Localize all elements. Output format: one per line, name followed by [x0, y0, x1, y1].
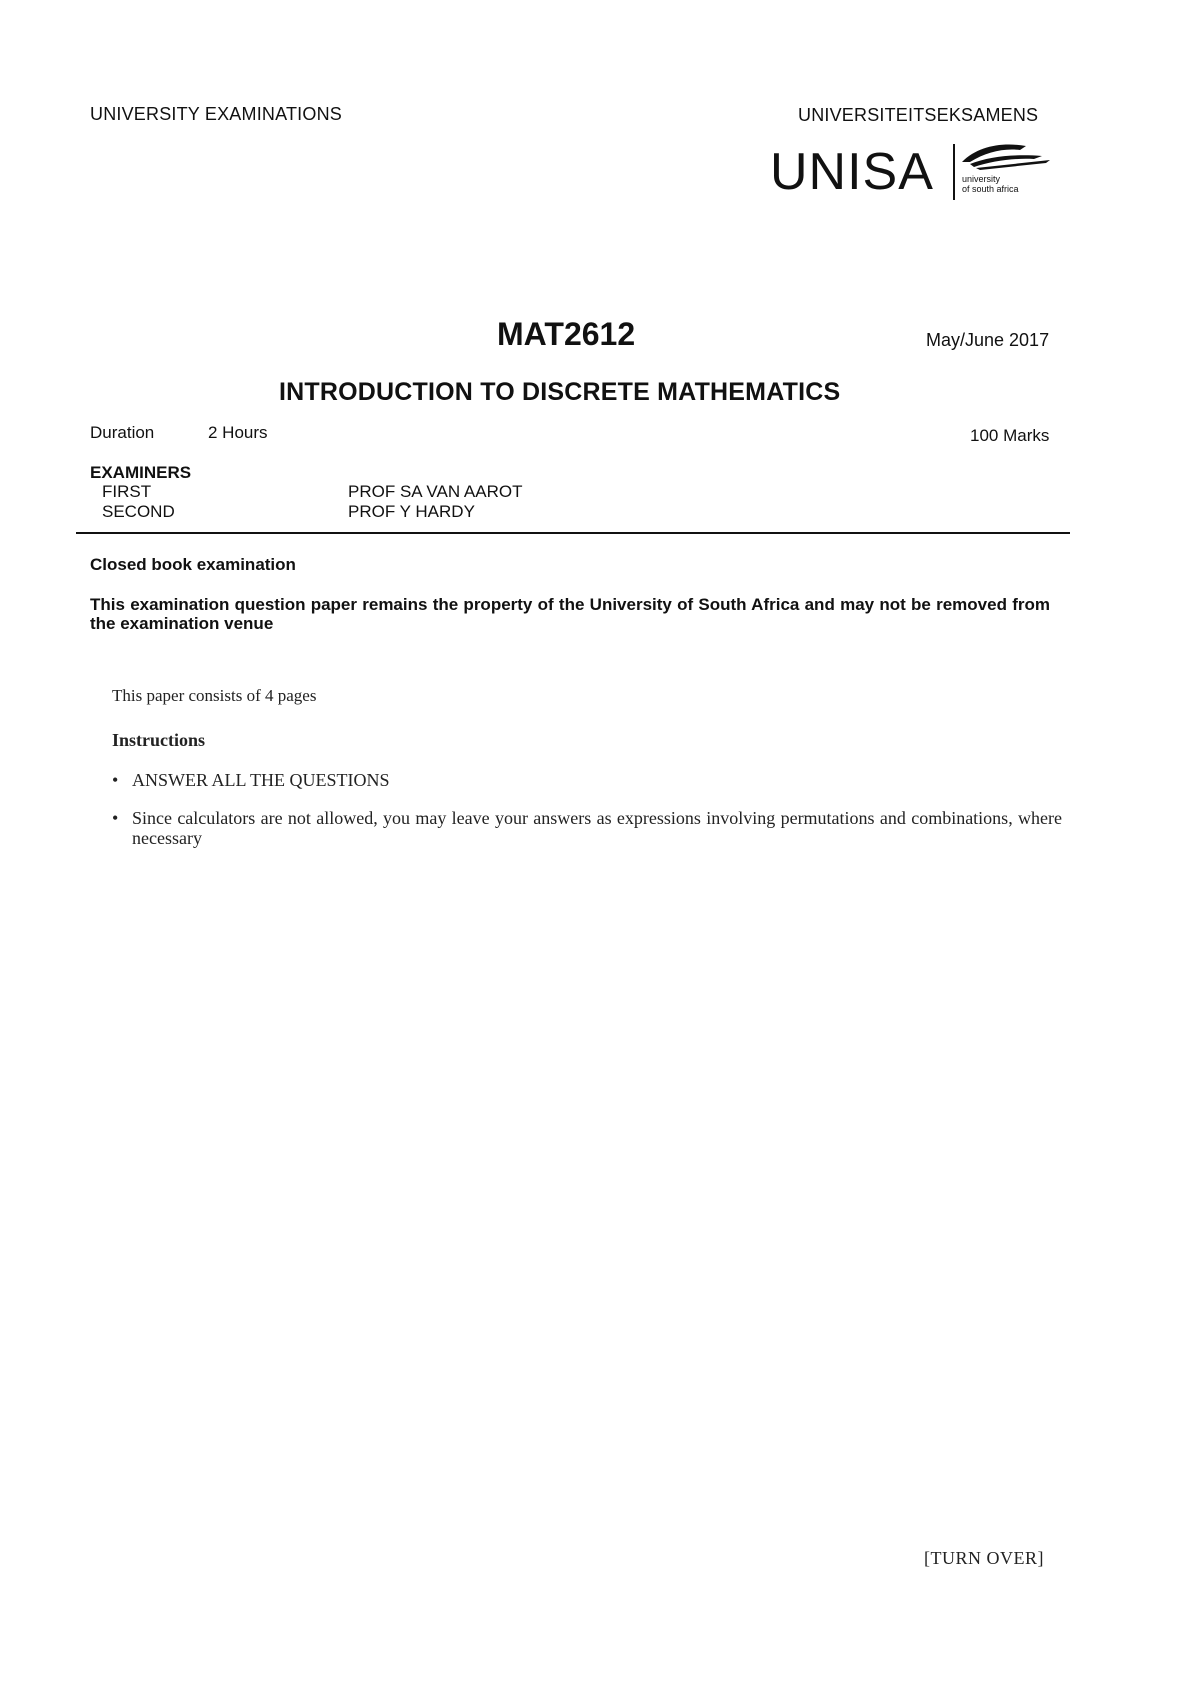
- first-examiner-name: PROF SA VAN AAROT: [348, 482, 523, 501]
- instruction-item: • Since calculators are not allowed, you may leave your answers as expressions involving permutations and combinations, where necessary: [112, 808, 1062, 848]
- instruction-item: • ANSWER ALL THE QUESTIONS: [112, 770, 1062, 790]
- course-title: INTRODUCTION TO DISCRETE MATHEMATICS: [279, 378, 841, 406]
- instructions-heading: Instructions: [112, 730, 206, 750]
- total-marks: 100 Marks: [970, 426, 1050, 445]
- duration-label: Duration: [90, 423, 155, 442]
- exam-session: May/June 2017: [926, 330, 1050, 350]
- divider-line: [76, 532, 1070, 534]
- course-code: MAT2612: [497, 316, 636, 352]
- header-left: UNIVERSITY EXAMINATIONS: [90, 104, 342, 124]
- unisa-emblem-icon: [950, 140, 1060, 206]
- header-right: UNIVERSITEITSEKSAMENS: [798, 105, 1039, 125]
- examiners-heading: EXAMINERS: [90, 463, 192, 482]
- property-notice: This examination question paper remains the property of the University of South Africa and may not be removed from the examination venue: [90, 595, 1050, 633]
- logo-wordmark: UNISA: [770, 143, 934, 201]
- closed-book-note: Closed book examination: [90, 555, 296, 574]
- second-examiner-label: SECOND: [102, 502, 175, 521]
- duration-value: 2 Hours: [208, 423, 268, 442]
- logo-tagline-2: of south africa: [962, 184, 1019, 194]
- logo-tagline-1: university: [962, 174, 1001, 184]
- second-examiner-name: PROF Y HARDY: [348, 502, 475, 521]
- instructions-list: [112, 770, 1062, 866]
- page-count-note: This paper consists of 4 pages: [112, 686, 317, 705]
- first-examiner-label: FIRST: [102, 482, 152, 501]
- turn-over-note: [TURN OVER]: [924, 1548, 1044, 1568]
- unisa-logo: [770, 140, 1070, 210]
